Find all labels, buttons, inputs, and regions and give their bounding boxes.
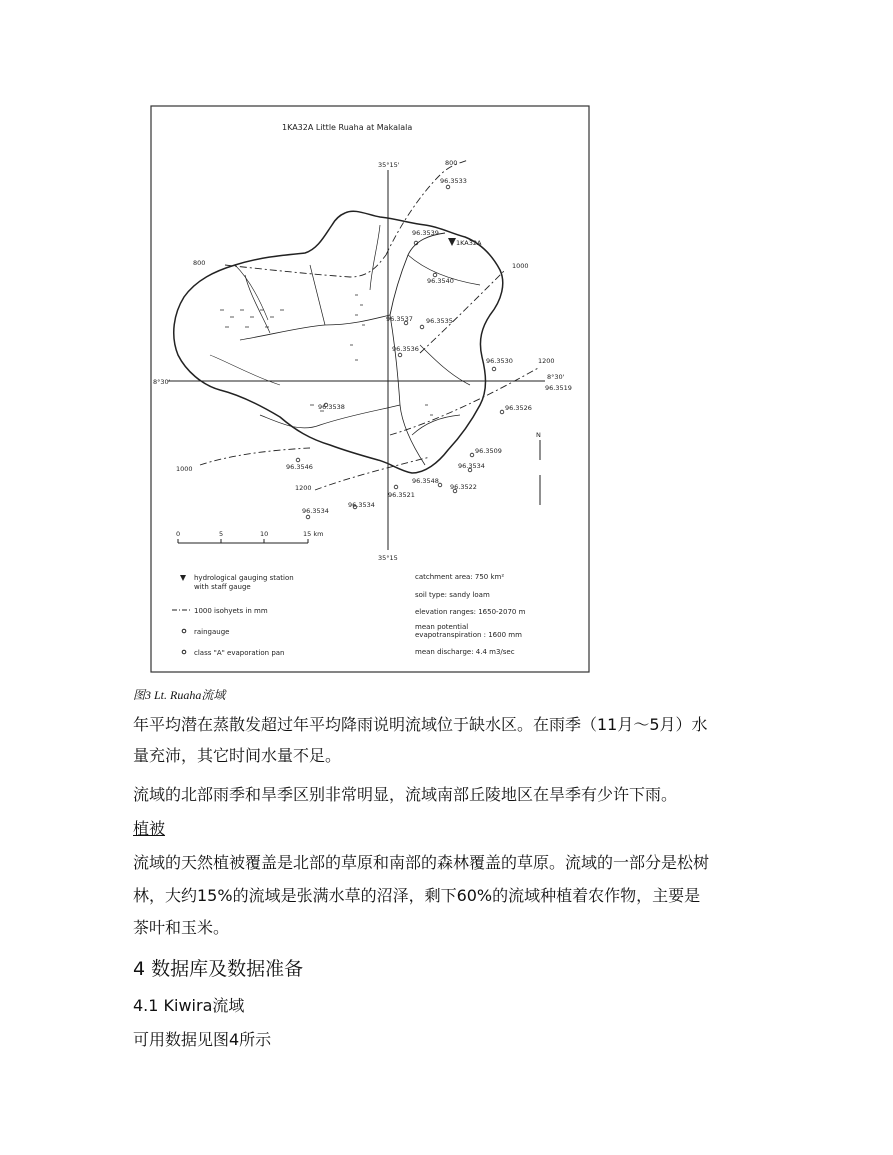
heading-vegetation: 植被 (133, 819, 166, 838)
legend-area: catchment area: 750 km² (415, 573, 505, 581)
north-label: N (536, 431, 541, 439)
station-label: 96.3539 (412, 229, 439, 237)
paragraph-1-line-2: 量充沛，其它时间水量不足。 (133, 746, 342, 765)
scale-tick: 10 (260, 530, 269, 538)
isohyet-800-left: 800 (193, 259, 206, 267)
legend-gauging-2: with staff gauge (194, 583, 251, 591)
station-label: 96.3526 (505, 404, 532, 412)
station-label: 96.3548 (412, 477, 439, 485)
station-label: 96.3534 (458, 462, 485, 470)
map-title: 1KA32A Little Ruaha at Makalala (282, 123, 413, 132)
station-label: 96.3521 (388, 491, 415, 499)
station-label: 96.3536 (392, 345, 419, 353)
legend-pet-2: evapotranspiration : 1600 mm (415, 631, 522, 639)
gauge-label: 1KA32A (456, 239, 482, 247)
legend-gauging: hydrological gauging station (194, 574, 294, 582)
scale-tick: 0 (176, 530, 181, 538)
station-label: 96.3538 (318, 403, 345, 411)
catchment-map (150, 105, 590, 673)
legend-elevation: elevation ranges: 1650-2070 m (415, 608, 526, 616)
station-label: 96.3540 (427, 277, 454, 285)
station-label: 96.3535 (426, 317, 453, 325)
isohyet-800-top: 800 (445, 159, 458, 167)
legend-pet-1: mean potential (415, 623, 469, 631)
legend-pan: class "A" evaporation pan (194, 649, 285, 657)
paragraph-3-line-3: 茶叶和玉米。 (133, 918, 230, 937)
station-label: 96.3534 (302, 507, 329, 515)
figure-caption: 图3 Lt. Ruaha流域 (133, 688, 226, 702)
paragraph-3-line-2: 林，大约15%的流域是张满水草的沼泽，剩下60%的流域种植着农作物，主要是 (133, 886, 701, 905)
station-label: 96.3509 (475, 447, 502, 455)
lat-left-label: 8°30' (153, 378, 171, 386)
scale-tick: 5 (219, 530, 224, 538)
catchment-map-figure (150, 105, 590, 673)
isohyet-1200-right: 1200 (538, 357, 555, 365)
station-label: 96.3546 (286, 463, 313, 471)
isohyet-1200-left: 1200 (295, 484, 312, 492)
station-label: 96.3533 (440, 177, 467, 185)
section-heading-4-1: 4.1 Kiwira流域 (133, 996, 245, 1015)
legend-discharge: mean discharge: 4.4 m3/sec (415, 648, 515, 656)
lon-top-label: 35°15' (378, 161, 400, 169)
section-heading-4: 4 数据库及数据准备 (133, 958, 304, 980)
lat-right-label: 8°30' (547, 373, 565, 381)
station-label: 96.3522 (450, 483, 477, 491)
paragraph-3-line-1: 流域的天然植被覆盖是北部的草原和南部的森林覆盖的草原。流域的一部分是松树 (133, 853, 710, 872)
closing-line: 可用数据见图4所示 (133, 1030, 272, 1049)
scale-tick: 15 km (303, 530, 324, 538)
legend-isohyets: 1000 isohyets in mm (194, 607, 268, 615)
station-label: 96.3537 (386, 315, 413, 323)
paragraph-1-line-1: 年平均潜在蒸散发超过年平均降雨说明流域位于缺水区。在雨季（11月～5月）水 (133, 715, 708, 734)
isohyet-1000-right: 1000 (512, 262, 529, 270)
station-label: 96.3530 (486, 357, 513, 365)
paragraph-2: 流域的北部雨季和旱季区别非常明显，流域南部丘陵地区在旱季有少许下雨。 (133, 785, 678, 804)
legend-raingauge: raingauge (194, 628, 230, 636)
legend-soil: soil type: sandy loam (415, 591, 490, 599)
station-label: 96.3534 (348, 501, 375, 509)
isohyet-1000-left: 1000 (176, 465, 193, 473)
lon-bottom-label: 35°15 (378, 554, 398, 562)
station-label: 96.3519 (545, 384, 572, 392)
